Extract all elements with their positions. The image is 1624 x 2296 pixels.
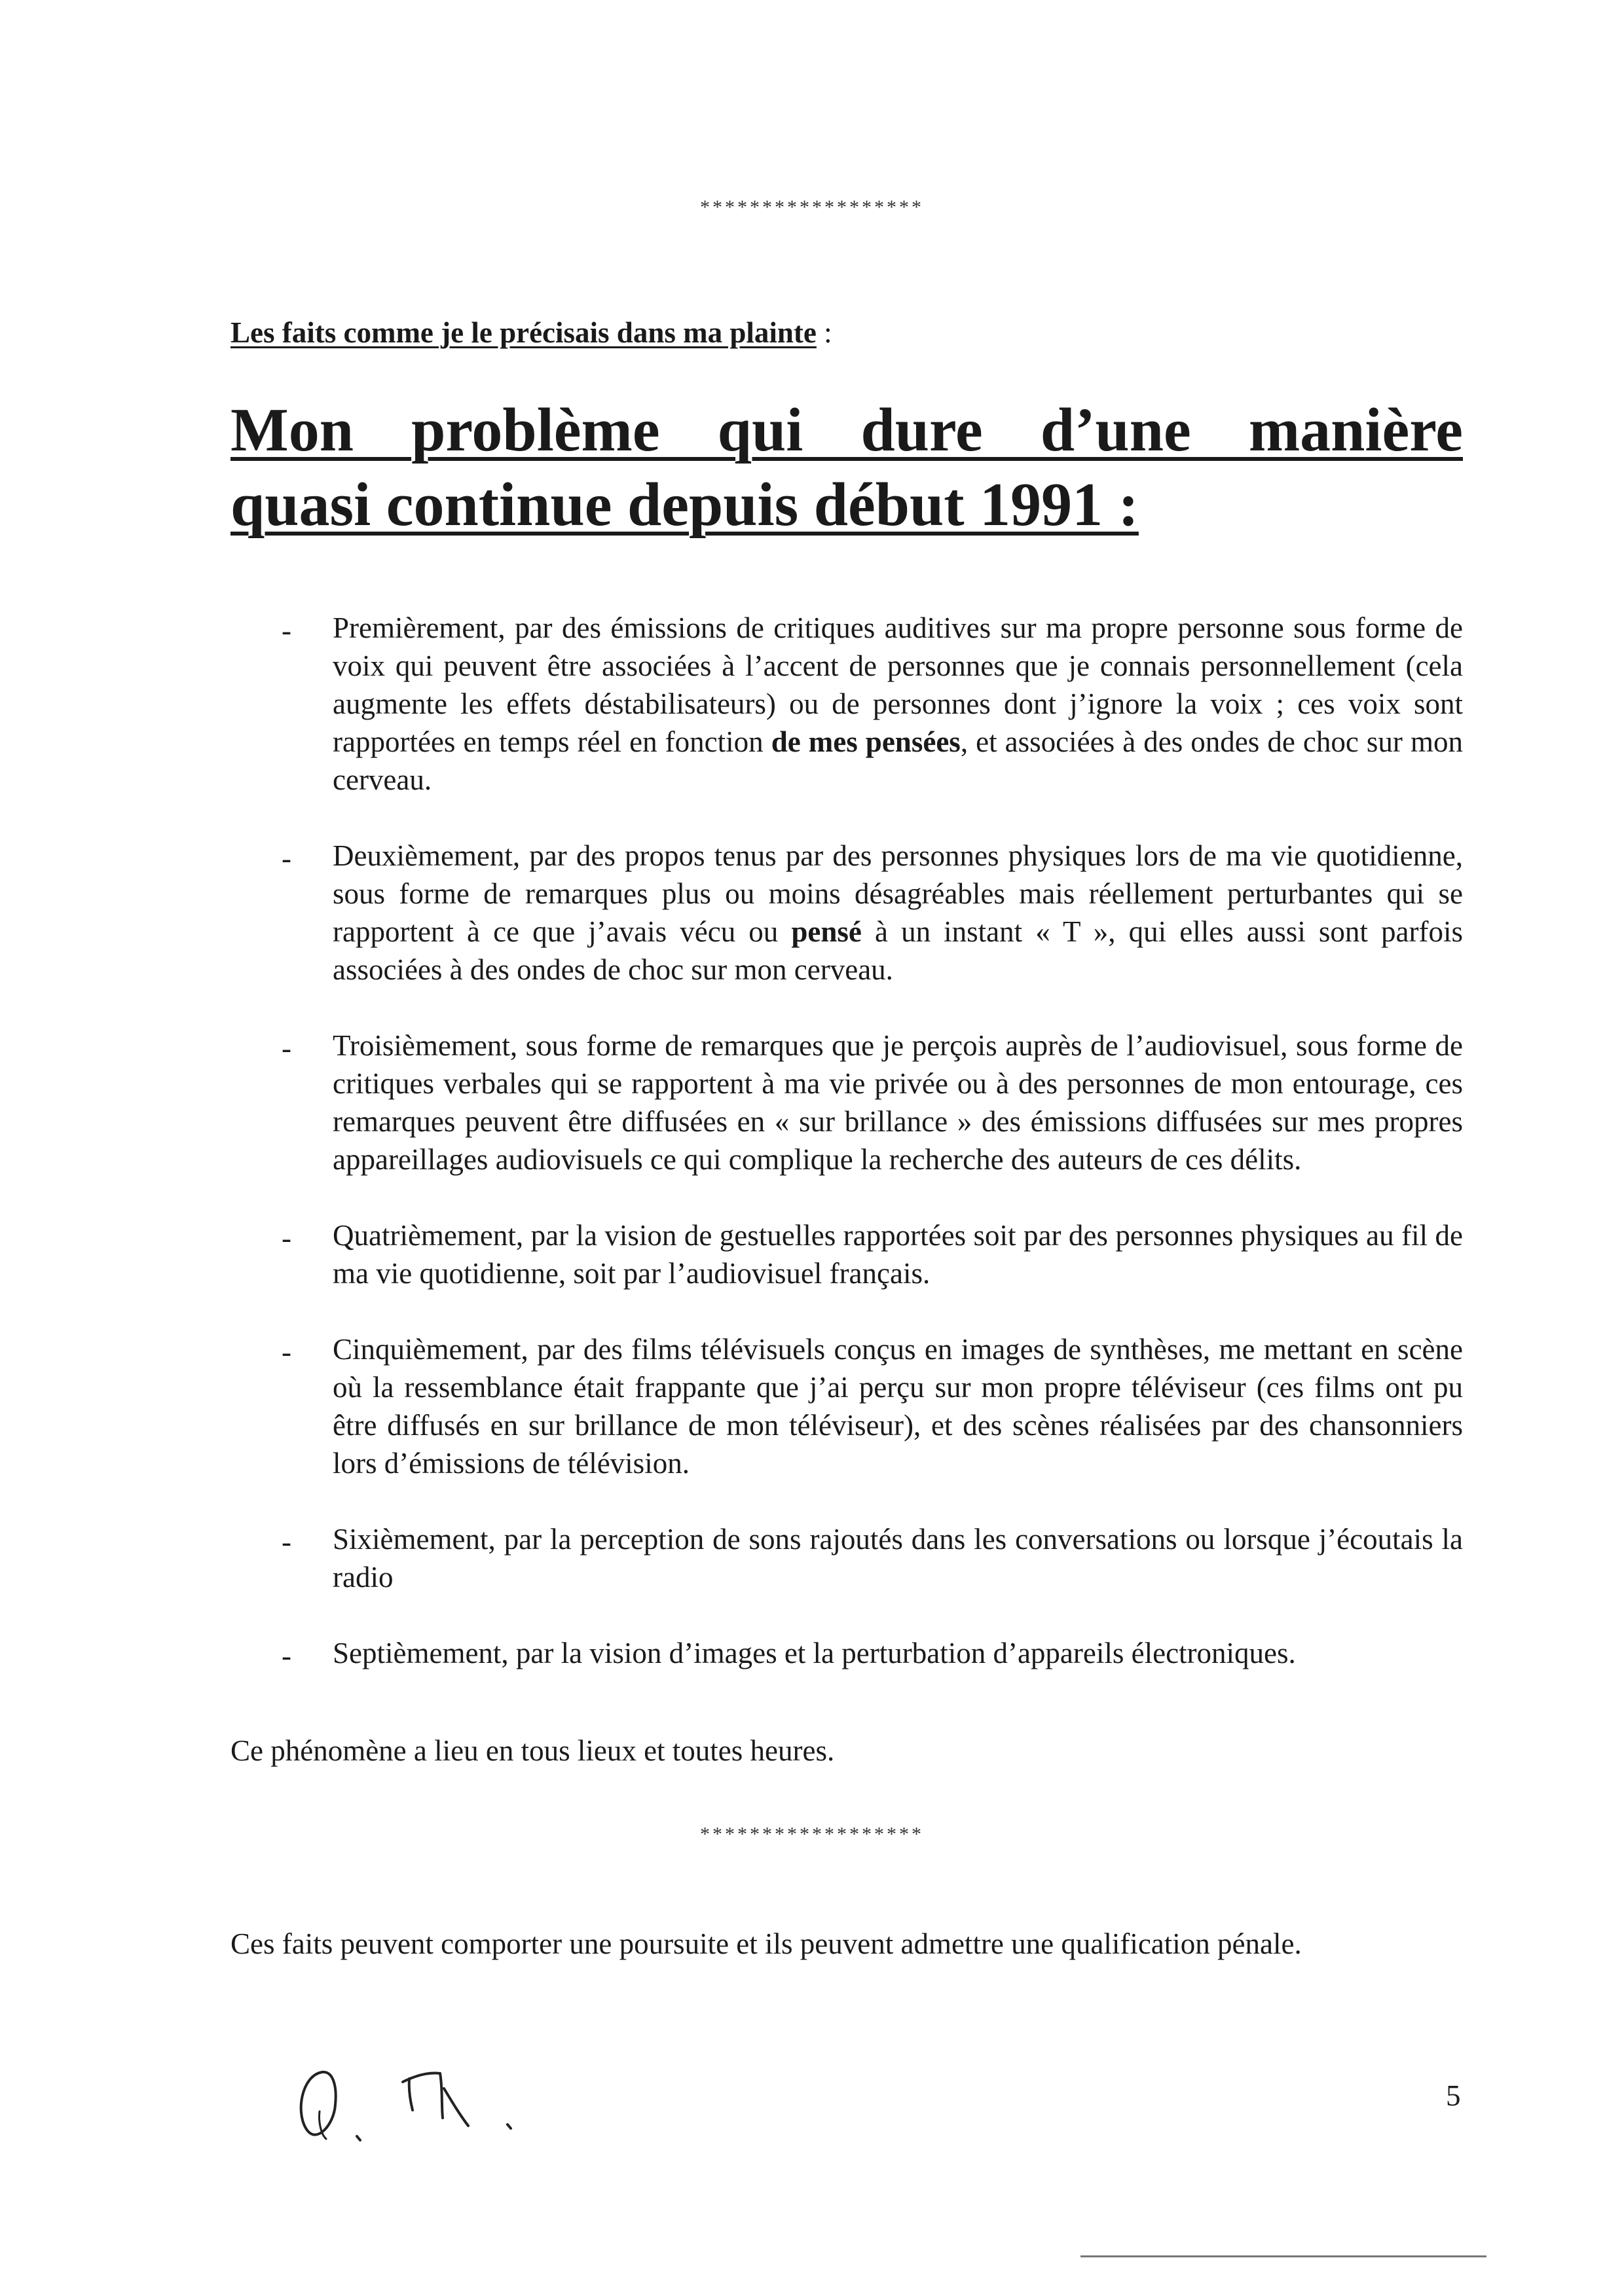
item-text-after: à un instant « T », qui elles aussi sont parfois associées à des ondes de choc sur mon cerveau. xyxy=(333,915,1463,986)
list-bullet: - xyxy=(282,842,291,875)
list-item xyxy=(282,609,1463,799)
list-bullet: - xyxy=(282,1032,291,1065)
list-item xyxy=(282,837,1463,989)
list-item xyxy=(282,1330,1463,1482)
list-item xyxy=(282,1027,1463,1178)
list-item xyxy=(282,1520,1463,1596)
page-number: 5 xyxy=(1446,2079,1461,2112)
intro-suffix: : xyxy=(816,316,832,349)
item-text: Quatrièmement, par la vision de gestuelles rapportées soit par des personnes physiques au fil de ma vie quotidienne, soit par l’audiovisuel français. xyxy=(333,1219,1463,1290)
item-text: Deuxièmement, par des propos tenus par des personnes physiques lors de ma vie quotidienne, sous forme de remarques plus ou moins désagréables mais réellement perturbantes qui se rapportent à ce que j’avais vécu ou xyxy=(333,839,1463,948)
page-title xyxy=(231,393,1463,542)
item-text: Septièmement, par la vision d’images et la perturbation d’appareils électroniques. xyxy=(333,1637,1296,1669)
list-bullet: - xyxy=(282,1639,291,1672)
list-bullet: - xyxy=(282,614,291,647)
item-bold-text: de mes pensées xyxy=(771,725,961,758)
title-line-1: Mon problème qui dure d’une manière xyxy=(231,396,1463,464)
list-item xyxy=(282,1634,1463,1672)
item-bold-text: pensé xyxy=(791,915,862,948)
closing-statement: Ce phénomène a lieu en tous lieux et toutes heures. xyxy=(231,1734,835,1767)
list-bullet: - xyxy=(282,1222,291,1254)
title-line-2: quasi continue depuis début 1991 : xyxy=(231,471,1139,539)
item-text: Sixièmement, par la perception de sons rajoutés dans les conversations ou lorsque j’écoutais la radio xyxy=(333,1523,1463,1594)
item-text-after: , et associées à des ondes de choc sur mon cerveau. xyxy=(333,725,1463,796)
separator-bottom: ****************** xyxy=(700,1823,924,1845)
footer-rule xyxy=(1080,2255,1486,2257)
complaint-list xyxy=(0,609,1624,1672)
list-item xyxy=(282,1216,1463,1292)
list-bullet: - xyxy=(282,1525,291,1558)
item-text: Premièrement, par des émissions de critiques auditives sur ma propre personne sous forme de voix qui peuvent être associées à l’accent de personnes que je connais personnellement (cela augmente les effets déstabilisateurs) ou de personnes dont j’ignore la voix ; ces voix sont rapportées en temps réel en fonction xyxy=(333,611,1463,758)
item-text: Cinquièmement, par des films télévisuels conçus en images de synthèses, me mettant en scène où la ressemblance était frappante que j’ai perçu sur mon propre téléviseur (ces films ont pu être diffusés en sur brillance de mon téléviseur), et des scènes réalisées par des chansonniers lors d’émissions de télévision. xyxy=(333,1333,1463,1480)
list-bullet: - xyxy=(282,1336,291,1368)
final-statement: Ces faits peuvent comporter une poursuite et ils peuvent admettre une qualification pénale. xyxy=(231,1927,1302,1960)
intro-line xyxy=(231,313,832,352)
handwritten-signature xyxy=(288,2052,537,2151)
item-text: Troisièmement, sous forme de remarques que je perçois auprès de l’audiovisuel, sous forme de critiques verbales qui se rapportent à ma vie privée ou à des personnes de mon entourage, ces remarques peuvent être diffusées en « sur brillance » des émissions diffusées sur mes propres appareillages audiovisuels ce qui complique la recherche des auteurs de ces délits. xyxy=(333,1029,1463,1176)
intro-label: Les faits comme je le précisais dans ma plainte xyxy=(231,316,817,349)
separator-top: ****************** xyxy=(700,196,924,218)
